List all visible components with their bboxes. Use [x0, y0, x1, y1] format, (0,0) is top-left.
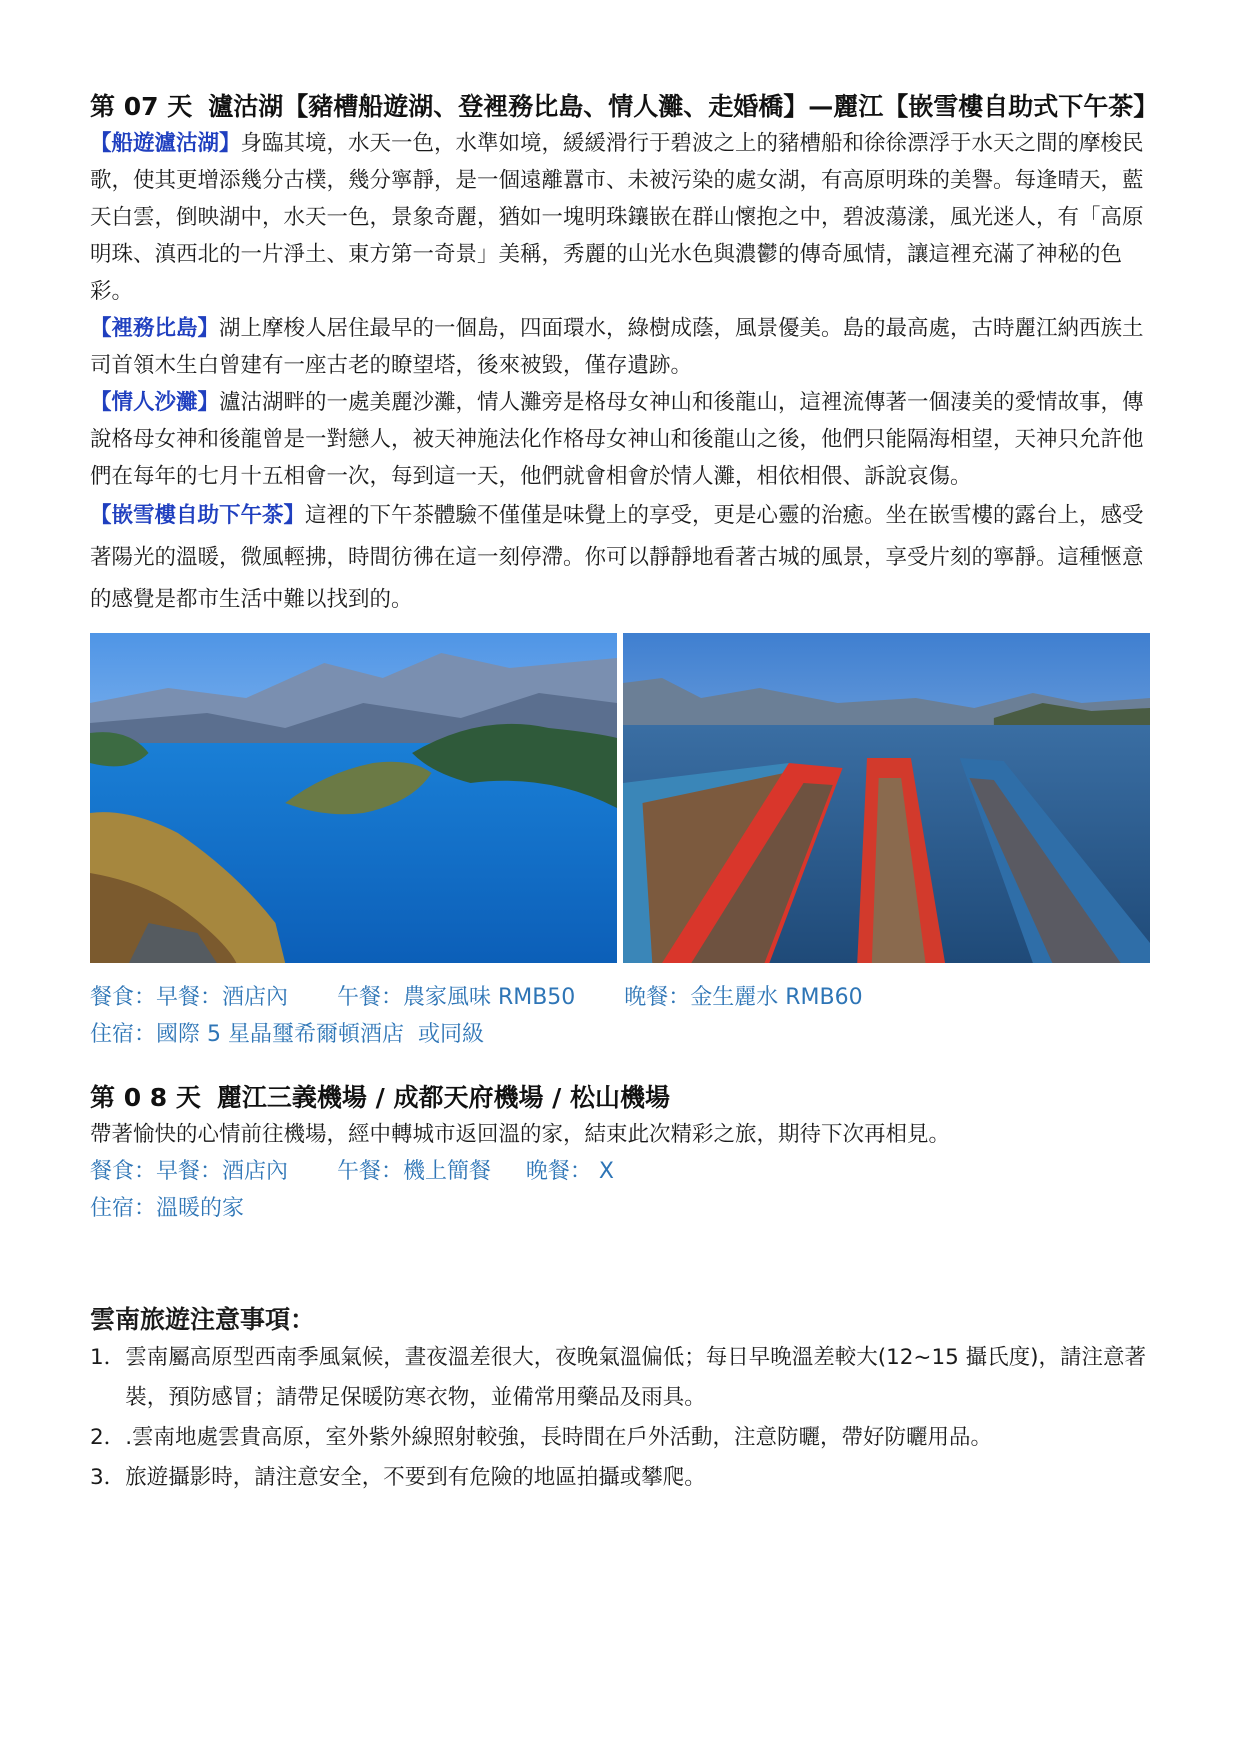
note-text: 雲南屬高原型西南季風氣候，晝夜溫差很大，夜晚氣溫偏低；每日早晚溫差較大(12~15 攝氏度)，請注意著裝，預防感冒；請帶足保暖防寒衣物，並備常用藥品及雨具。 — [125, 1345, 1147, 1410]
section-text: 這裡的下午茶體驗不僅僅是味覺上的享受，更是心靈的治癒。坐在嵌雪樓的露台上，感受著陽光的溫暖，微風輕拂，時間彷彿在這一刻停滯。你可以靜靜地看著古城的風景，享受片刻的寧靜。這種愜意的感覺是都市生活中難以找到的。 — [90, 503, 1144, 612]
note-item-1 — [90, 1338, 1150, 1418]
day8-description: 帶著愉快的心情前往機場，經中轉城市返回溫的家，結束此次精彩之旅，期待下次再相見。 — [90, 1122, 951, 1147]
section-heading: 【嵌雪樓自助下午茶】 — [90, 503, 306, 528]
section-afternoon-tea — [90, 495, 1150, 621]
photo-row — [90, 633, 1150, 963]
day8-meals: 餐食：早餐：酒店內 午餐：機上簡餐 晚餐： X — [90, 1159, 614, 1184]
itinerary-page — [90, 88, 1159, 1498]
lake-peninsula-photo — [90, 633, 617, 963]
note-text: .雲南地處雲貴高原，室外紫外線照射較強，長時間在戶外活動，注意防曬，帶好防曬用品。 — [125, 1425, 993, 1450]
section-liwubi-island — [90, 310, 1150, 384]
note-item-2 — [90, 1418, 1150, 1458]
day7-meals: 餐食：早餐：酒店內 午餐：農家風味 RMB50 晚餐：金生麗水 RMB60 — [90, 985, 863, 1010]
note-number: 2． — [90, 1425, 126, 1450]
section-text: 瀘沽湖畔的一處美麗沙灘，情人灘旁是格母女神山和後龍山，這裡流傳著一個淒美的愛情故事，傳說格母女神和後龍曾是一對戀人，被天神施法化作格母女神山和後龍山之後，他們只能隔海相望，天神只允許他們在每年的七月十五相會一次，每到這一天，他們就會相會於情人灘，相依相偎、訴說哀傷。 — [90, 390, 1144, 489]
day7-hotel: 住宿：國際 5 星晶璽希爾頓酒店 或同級 — [90, 1022, 484, 1047]
section-text: 湖上摩梭人居住最早的一個島，四面環水，綠樹成蔭，風景優美。島的最高處，古時麗江納西族土司首領木生白曾建有一座古老的瞭望塔，後來被毀，僅存遺跡。 — [90, 316, 1144, 378]
note-number: 1． — [90, 1345, 126, 1370]
day7-label: 第 07 天 — [90, 92, 193, 121]
section-heading: 【情人沙灘】 — [90, 390, 220, 415]
notes-title: 雲南旅遊注意事項： — [90, 1305, 316, 1334]
wooden-boats-photo — [623, 633, 1150, 963]
section-text: 身臨其境，水天一色，水準如境，緩緩滑行于碧波之上的豬槽船和徐徐漂浮于水天之間的摩梭民歌，使其更增添幾分古樸，幾分寧靜，是一個遠離囂市、未被污染的處女湖，有高原明珠的美譽。每逢晴天，藍天白雲，倒映湖中，水天一色，景象奇麗，猶如一塊明珠鑲嵌在群山懷抱之中，碧波蕩漾，風光迷人，有「高原明珠、滇西北的一片淨土、東方第一奇景」美稱，秀麗的山光水色與濃鬱的傳奇風情，讓這裡充滿了神秘的色彩。 — [90, 131, 1144, 304]
section-heading: 【裡務比島】 — [90, 316, 220, 341]
day7-title-text: 瀘沽湖【豬槽船遊湖、登裡務比島、情人灘、走婚橋】—麗江【嵌雪樓自助式下午茶】 — [208, 92, 1159, 121]
section-heading: 【船遊瀘沽湖】 — [90, 131, 241, 156]
note-number: 3． — [90, 1465, 126, 1490]
day7-title — [90, 88, 1159, 125]
note-item-3 — [90, 1458, 1150, 1498]
day8-title — [90, 1079, 1150, 1116]
day8-label: 第 0 8 天 — [90, 1083, 201, 1112]
section-boat-tour — [90, 125, 1150, 310]
note-text: 旅遊攝影時，請注意安全，不要到有危險的地區拍攝或攀爬。 — [125, 1465, 706, 1490]
day8-title-text: 麗江三義機場 / 成都天府機場 / 松山機場 — [216, 1083, 670, 1112]
day8-hotel: 住宿：溫暖的家 — [90, 1196, 245, 1221]
section-lovers-beach — [90, 384, 1150, 495]
